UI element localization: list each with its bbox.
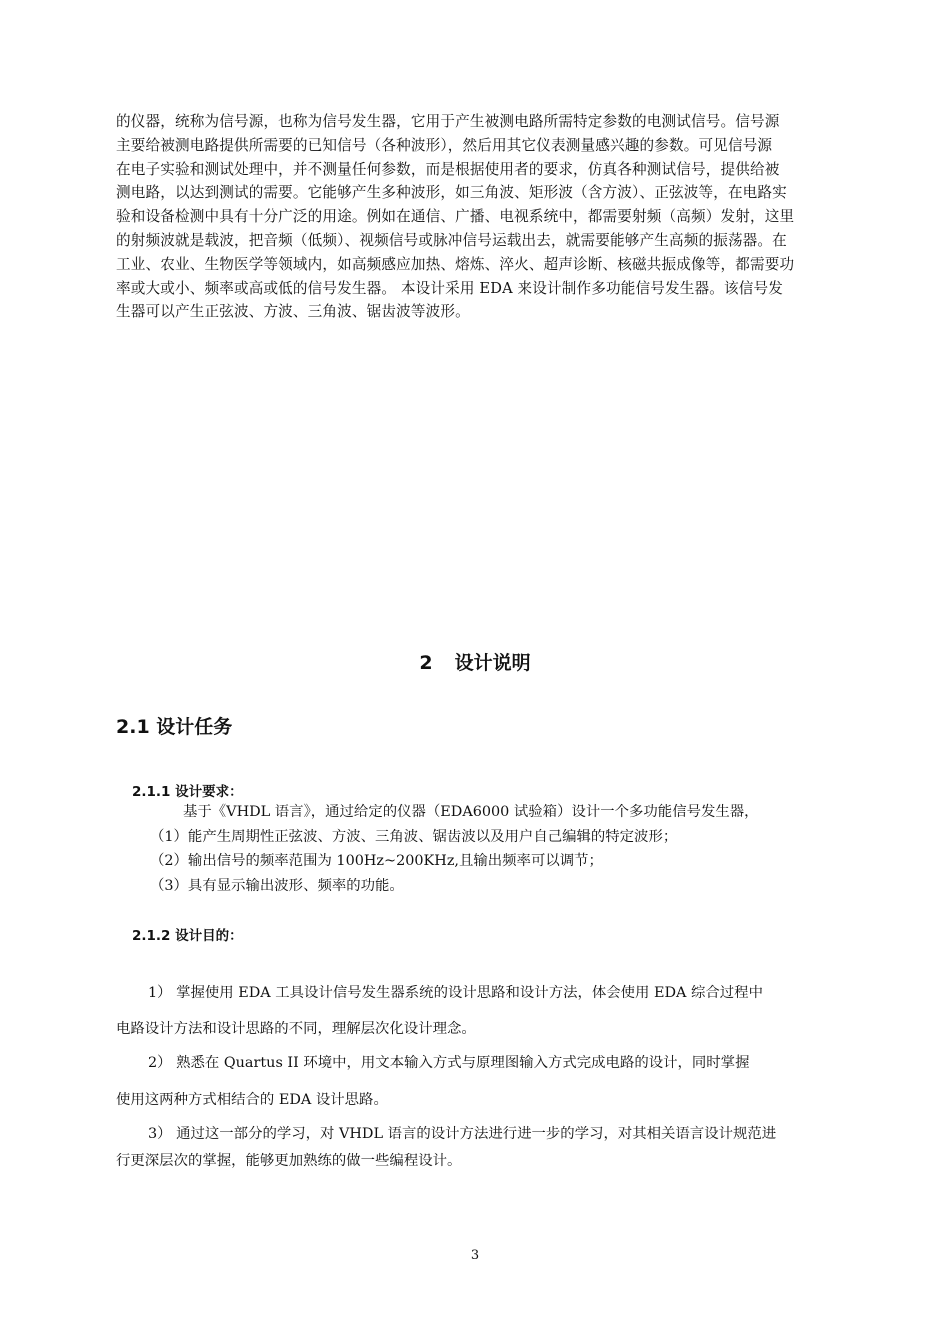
requirement-item: （3）具有显示输出波形、频率的功能。 — [150, 877, 404, 894]
requirements-lead: 基于《VHDL 语言》，通过给定的仪器（EDA6000 试验箱）设计一个多功能信号发生器， — [183, 804, 759, 820]
intro-line: 率或大或小、频率或高或低的信号发生器。 本设计采用 EDA 来设计制作多功能信号发生器。该信号发 — [116, 279, 783, 297]
section-heading: 2.1 设计任务 — [116, 716, 233, 738]
goal-3-line-1: 3） 通过这一部分的学习，对 VHDL 语言的设计方法进行进一步的学习，对其相关语言设计规范进 — [148, 1126, 777, 1142]
intro-line: 的射频波就是载波，把音频（低频）、视频信号或脉冲信号运载出去，就需要能够产生高频的振荡器。在 — [116, 231, 787, 249]
chapter-number: 2 — [419, 652, 433, 674]
chapter-heading — [0, 648, 950, 675]
goal-1-line-2: 电路设计方法和设计思路的不同，理解层次化设计理念。 — [116, 1021, 476, 1037]
goal-1-line-1: 1） 掌握使用 EDA 工具设计信号发生器系统的设计思路和设计方法，体会使用 EDA 综合过程中 — [148, 985, 763, 1001]
intro-line: 测电路，以达到测试的需要。它能够产生多种波形，如三角波、矩形波（含方波）、正弦波等，在电路实 — [116, 184, 787, 202]
requirement-item: （1）能产生周期性正弦波、方波、三角波、锯齿波以及用户自己编辑的特定波形； — [150, 828, 678, 845]
intro-line: 生器可以产生正弦波、方波、三角波、锯齿波等波形。 — [116, 303, 470, 321]
intro-line: 在电子实验和测试处理中，并不测量任何参数，而是根据使用者的要求，仿真各种测试信号，提供给被 — [116, 160, 780, 178]
goal-2-line-2: 使用这两种方式相结合的 EDA 设计思路。 — [116, 1092, 388, 1108]
intro-line: 主要给被测电路提供所需要的已知信号（各种波形），然后用其它仪表测量感兴趣的参数。可见信号源 — [116, 136, 773, 154]
intro-line: 的仪器，统称为信号源，也称为信号发生器，它用于产生被测电路所需特定参数的电测试信号。信号源 — [116, 113, 780, 130]
requirement-item: （2）输出信号的频率范围为 100Hz~200KHz,且输出频率可以调节； — [150, 853, 603, 869]
intro-line: 验和设备检测中具有十分广泛的用途。例如在通信、广播、电视系统中，都需要射频（高频）发射，这里 — [116, 208, 795, 226]
intro-paragraph — [116, 110, 846, 324]
requirements-block — [0, 800, 950, 898]
subsection-heading-goals: 2.1.2 设计目的： — [132, 928, 243, 944]
chapter-title: 设计说明 — [454, 652, 531, 674]
page-number: 3 — [470, 1248, 480, 1263]
subsection-heading-requirements: 2.1.1 设计要求： — [132, 784, 243, 800]
goal-3-line-2: 行更深层次的掌握，能够更加熟练的做一些编程设计。 — [116, 1153, 462, 1169]
intro-line: 工业、农业、生物医学等领域内，如高频感应加热、熔炼、淬火、超声诊断、核磁共振成像等，都需要功 — [116, 255, 795, 273]
goal-2-line-1: 2） 熟悉在 Quartus II 环境中，用文本输入方式与原理图输入方式完成电路的设计，同时掌握 — [148, 1055, 750, 1071]
